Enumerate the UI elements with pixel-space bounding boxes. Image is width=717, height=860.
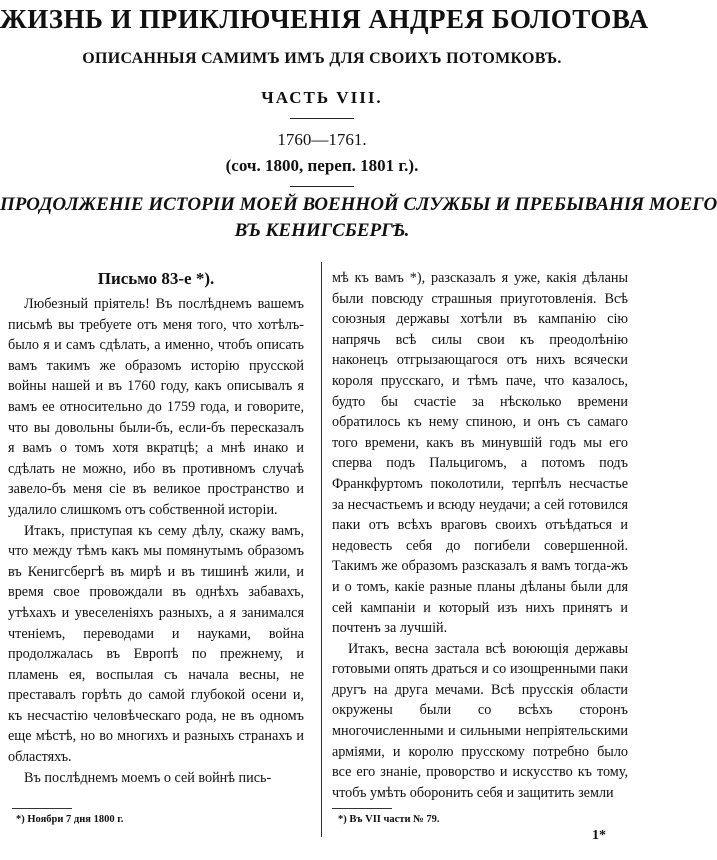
years-line: 1760—1761.: [277, 130, 367, 149]
letter-title: Письмо 83-е *).: [97, 269, 215, 288]
divider-rule: [290, 186, 354, 187]
section-heading-line: ПРОДОЛЖЕНІЕ ИСТОРІИ МОЕЙ ВОЕННОЙ СЛУЖБЫ И ПРЕБЫВАНІЯ МОЕГО: [0, 194, 717, 215]
footnote-left: *) Ноябри 7 дня 1800 г.: [16, 814, 124, 825]
left-column: [8, 268, 304, 788]
section-heading-line: ВЪ КЕНИГСБЕРГѢ.: [234, 220, 410, 241]
book-title: ЖИЗНЬ И ПРИКЛЮЧЕНІЯ АНДРЕЯ БОЛОТОВА: [0, 4, 649, 34]
book-subtitle: ОПИСАННЫЯ САМИМЪ ИМЪ ДЛЯ СВОИХЪ ПОТОМКОВЪ.: [82, 50, 562, 67]
part-heading: ЧАСТЬ VIII.: [261, 88, 383, 107]
composition-dates: (соч. 1800, переп. 1801 г.).: [225, 156, 419, 175]
paragraph: Любезный пріятель! Въ послѣднемъ вашемъ письмѣ вы требуете отъ меня того, что хотѣлъ-было я и самъ сдѣлать, а именно, чтобъ описать вамъ такимъ же образомъ исторію прусской войны нашей и въ 1760 году, какъ описывалъ я вамъ ее относительно до 1759 года, и говорите, что вы довольны были-бъ, если-бъ пересказалъ я вамъ о томъ хотя вкратцѣ; а мнѣ инако и сдѣлать не можно, ибо въ противномъ случаѣ завело-бъ меня сie въ великое пространство и удалило слишкомъ отъ собственной исторіи.: [8, 296, 304, 518]
footnote-rule: [12, 808, 72, 809]
paragraph: мѣ къ вамъ *), разсказалъ я уже, какія дѣланы были повсюду страшныя приуготовленія. Всѣ союзныя державы хотѣли въ кампанію сію напрячь всѣ силы свои къ преодолѣнію наконецъ отгрызающагося отъ нихъ всячески короля прусскаго, и тѣмъ паче, что казалось, будто бы счастіе за нѣсколько времени обратилось къ нему спиною, и онъ съ самаго того времени, какъ въ минувшій годъ мы его сперва подъ Пальцигомъ, а потомъ подъ Франкфуртомъ поколотили, терпѣлъ несчастье за несчастьемъ и всюду неудачи; а сей готовился паки отъ всѣхъ враговъ своихъ отъѣдаться и недовесть себя до погибели совершенной. Такимъ же образомъ разсказалъ я вамъ тогда-жъ и о томъ, какіе разные планы дѣланы были для сей кампаніи и который изъ нихъ принятъ и почтенъ за лучшій.: [332, 270, 628, 637]
paragraph: Въ послѣднемъ моемъ о сей войнѣ пись-: [24, 769, 272, 786]
divider-rule: [290, 118, 354, 119]
section-heading: [0, 192, 717, 244]
right-column: [332, 268, 628, 803]
footnote-right: *) Въ VII части № 79.: [338, 814, 440, 825]
signature-mark: 1*: [592, 828, 606, 843]
footnote-rule: [332, 808, 392, 809]
paragraph: Итакъ, весна застала всѣ воюющія державы готовыми опять драться и со изощренными паки другъ на друга мечами. Всѣ прусскія области окружены были со всѣхъ сторонъ многочисленными и сильными непріятельскими арміями, и королю прусскому потребно было все его знаніе, проворство и искусство къ тому, чтобъ умѣть оборонить себя и защитить земли: [332, 640, 628, 801]
column-divider: [321, 262, 322, 837]
paragraph: Итакъ, приступая къ сему дѣлу, скажу вамъ, что между тѣмъ какъ мы помянутымъ образомъ въ Кенигсбергѣ въ мирѣ и въ тишинѣ жили, и время свое провождали въ однѣхъ забавахъ, утѣхахъ и увеселеніяхъ разныхъ, а я занимался чтеніемъ, переводами и науками, война продолжалась въ Европѣ по прежнему, и пламень ея, воспылая съ начала весны, не преставалъ горѣть до самой глубокой осени и, къ несчастію человѣческаго рода, не въ одномъ еще мѣстѣ, но во многихъ и разныхъ странахъ и областяхъ.: [8, 522, 304, 766]
